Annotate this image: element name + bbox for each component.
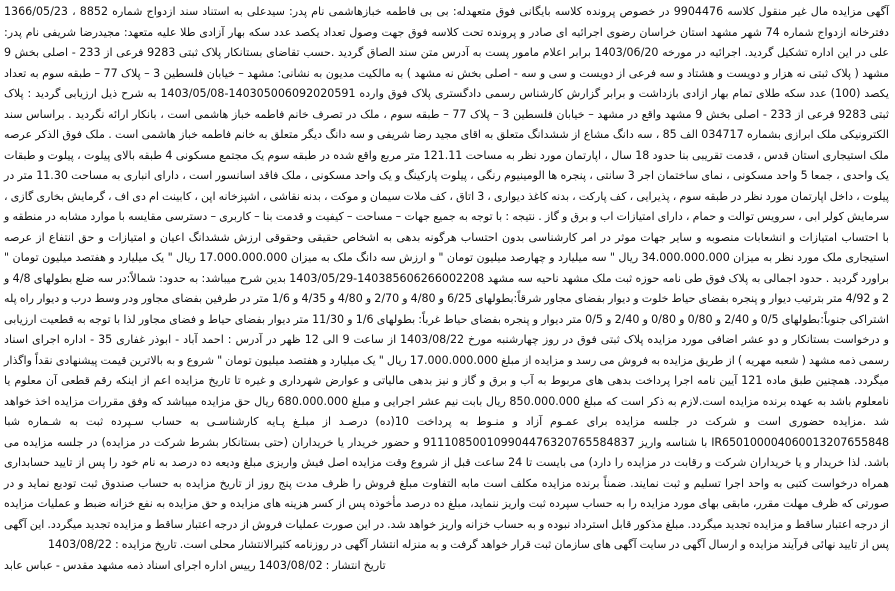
notice-signature: تاریخ انتشار : 1403/08/02 رییس اداره اجرای اسناد ذمه مشهد مقدس - عباس عابد [4, 558, 386, 572]
notice-body: آگهی مزایده مال غیر منقول کلاسه 9904476 در خصوص پرونده کلاسه بایگانی فوق متعهدله: بی بی فاطمه خبازهاشمی نام پدر: سیدعلی به استناد سند ازدواج شماره 8852 ، 1366/05/23 دفترخانه ازدواج شماره 74 شهر مشهد استان خراسان رضوی اجرائیه ای صادر و پرونده تحت کلاسه فوق جهت وصول تعداد یکصد عدد سکه بهار آزادی طلا علیه متعهد: مجیدرضا شریفی نام پدر: علی در این اداره تشکیل گردید. اجرائیه در مورخه 1403/06/20 برابر اعلام مامور پست به آدرس متن سند الصاق گردید .حسب تقاضای بستانکار پلاک ثبتی 9283 فرعی از 233 - اصلی بخش 9 مشهد ( پلاک ثبتی نه هزار و دویست و هشتاد و سه فرعی از دویست و سی و سه - اصلی بخش نه مشهد ) به مالکیت مدیون به نشانی: مشهد – خیابان فلسطین 3 – پلاک 77 – طبقه سوم به تعداد یکصد (100) عدد سکه طلای تمام بهار ازادی بازداشت و برابر گزارش کارشناس رسمی دادگستری پلاک فوق وارده 140305006092020591-1403/05/08 به شرح ذیل ارزیابی گردید : پلاک ثبتی 9283 فرعی از 233 - اصلی بخش 9 مشهد واقع در مشهد – خیابان فلسطین 3 – پلاک 77 – طبقه سوم ، ملک در تصرف خانم فاطمه خباز هاشمی است ، بانکار ارائه نگردید . براساس سند الکترونیکی ملک ابرازی بشماره 034717 الف 85 ، سه دانگ مشاع از ششدانگ متعلق به اقای مجید رضا شریفی و سه دانگ دیگر متعلق به خانم فاطمه خباز هاشمی است . ملک فوق الذکر عرصه ملک استیجاری استان قدس ، قدمت تقریبی بنا حدود 18 سال ، اپارتمان مورد نظر به مساحت 121.11 متر مربع واقع شده در طبقه سوم یک مجتمع مسکونی 4 طبقه بالای پیلوت ، پیلوت و طبقات یک واحدی ، جمعا 5 واحد مسکونی ، نمای ساختمان اجر 3 سانتی ، پنجره ها الومینیوم رنگی ، پیلوت پارکینگ و یک واحد مسکونی ، ملک فاقد اسانسور است ، دارای انباری به مساحت 11.30 متر در پیلوت ، داخل اپارتمان مورد نظر در طبقه سوم ، پذیرایی ، کف پارکت ، بدنه کاغذ دیواری ، 3 اتاق ، کف ملات سیمان و موکت ، بدنه نقاشی ، اشپزخانه اپن ، کابینت ام دی اف ، گرمایش بخاری گازی ، سرمایش کولر ابی ، سرویس توالت و حمام ، دارای امتیازات اب و برق و گاز . نتیجه : با توجه به جمیع جهات – مساحت – کیفیت و قدمت بنا – کاربری – دسترسی مقایسه با موارد مشابه در منطقه و با احتساب امتیازات و انشعابات منصوبه و سایر جهات موثر در امر کارشناسی بدون احتساب هرگونه بدهی به اشخاص حقیقی وحقوقی ارزش ششدانگ اعیان و امتیازات و حق انتفاع از عرصه استیجاری ملک مورد نظر به میزان 34.000.000.000 ریال " سه میلیارد و چهارصد میلیون تومان " و ارزش سه دانگ ملک به میزان 17.000.000.000 ریال " یک میلیارد و هفتصد میلیون تومان " براورد گردید . حدود اجمالی به پلاک فوق طی نامه حوزه ثبت ملک مشهد ناحیه سه مشهد 140385606266002208-1403/05/29 بدین شرح میباشد: به حدود: شمالاً:در سه ضلع بطولهای 4/8 و 2 و 4/92 متر بترتیب دیوار و پنجره بفضای حیاط خلوت و دیوار بفضای مجاور شرقاً:بطولهای 6/25 و 4/80 و 2/70 و 4/80 و 4/35 و 1/6 متر در طرفین بفضای مجاور ودر وسط درب و دیوار راه پله اشتراکی جنوباً:بطولهای 0/5 و 2/40 و 0/80 و 0/80 و 2/40 و 0/5 متر دیوار و پنجره بفضای حیاط غرباً: بطولهای 1/6 و 11/30 متر دیوار بفضای حیاط و فضای مجاور لذا با توجه به قطعیت ارزیابی و درخواست بستانکار و دو عشر اضافی مورد مزایده پلاک ثبتی فوق در روز چهارشنبه مورخ 1403/08/22 از ساعت 9 الی 12 ظهر در آدرس : احمد آباد - ابوذر غفاری 35 - اداره اجرای اسناد رسمی ذمه مشهد ( شعبه مهریه ) از طریق مزایده به فروش می رسد و مزایده از مبلغ 17.000.000.000 ریال " یک میلیارد و هفتصد میلیون تومان " شروع و به بالاترین قیمت پیشنهادی نقداً واگذار میگردد. همچنین طبق ماده 121 آیین نامه اجرا پرداخت بدهی های مربوط به آب و برق و گاز و نیز بدهی مالیاتی و عوارض شهرداری و غیره تا تاریخ مزایده اعم از اینکه رقم قطعی آن معلوم یا نامعلوم باشد به عهده برنده مزایده است.لازم به ذکر است که مبلغ 850.000.000 ریال بابت نیم عشر اجرایی و مبلغ 680.000.000 ریال حق مزایده میباشد که وفق مقررات مزایده اخذ خواهد شد .مزایده حضوری است و شرکت در جلسه مزایده برای عمـوم آزاد و منـوط به پرداخت 10(ده) درصـد از مبلـغ پـایه کارشناسـی به حساب سـپرده ثبت به شـماره شبا IR650100004060013207655848 با شناسه واریز 911108500109904476320765584837 و حضور خریدار یا خریداران (حتی بستانکار بشرط شرکت در مزایده) در جلسه مزایده می باشد. لذا خریدار و یا خریداران شرکت و رقابت در مزایده را دارد) می بایست تا 24 ساعت قبل از شروع وقت مزایده اصل فیش واریزی مبلغ ودیعه ده درصد به نام خود را پس از تایید حسابداری همراه درخواست کتبی به واحد اجرا تسلیم و ثبت نمایند. ضمناً برنده مزایده مکلف است مابه التفاوت مبلغ فروش را ظرف مدت پنج روز از تاریخ مزایده به حساب صندوق ثبت تودیع نماید و در صورتی که ظرف مهلت مقرر، مابقی بهای مورد مزایده را به حساب سپرده ثبت واریز ننماید، مبلغ ده درصد مأخوذه پس از کسر هزینه های مزایده و حق مزایده به نفع خزانه ضبط و عملیات مزایده از درجه اعتبار ساقط و مزایده تجدید میگردد. مبلغ مذکور قابل استرداد نبوده و به حساب خزانه واریز خواهد شد. در این صورت عملیات فروش از درجه اعتبار ساقط و مزایده تجدید میگردد. این آگهی پس از تایید نهائی فرآیند مزایده و ارسال آگهی در سایت آگهی های سازمان ثبت قرار خواهد گرفت و به منزله انتشار آگهی در روزنامه کثیرالانتشار محلی است. تاریخ مزایده : 1403/08/22 [4, 5, 890, 551]
